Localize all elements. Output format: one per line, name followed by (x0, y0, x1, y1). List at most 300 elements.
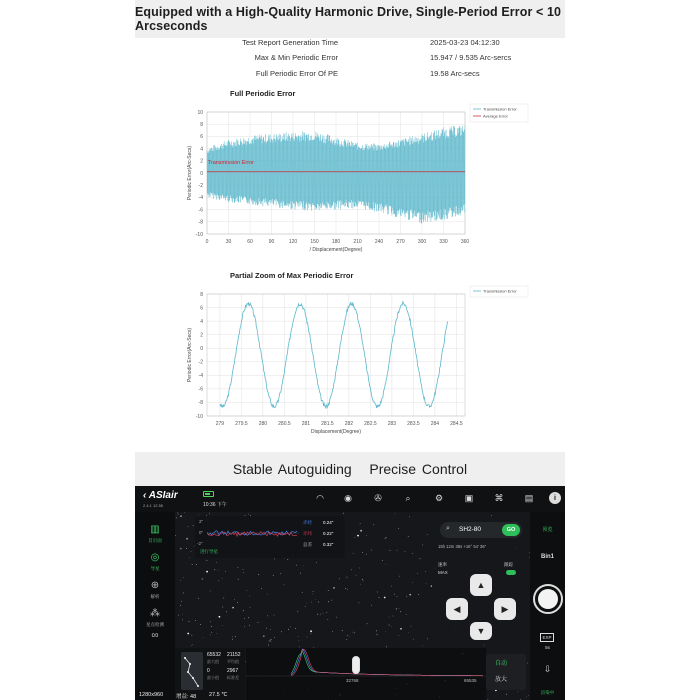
x-tick-label: 330 (439, 239, 448, 245)
star (518, 691, 519, 692)
star (339, 579, 340, 580)
legend-entry: Transmission Error (483, 106, 517, 112)
x-axis-label: / Displacement(Degree) (309, 247, 363, 253)
star (298, 636, 299, 637)
marker-value: 32768 (346, 678, 359, 683)
star (506, 694, 507, 695)
y-tick-label: 0 (200, 170, 203, 177)
y-tick-label: -6 (198, 386, 203, 393)
sidebar-item-home[interactable] (135, 524, 175, 544)
star (377, 635, 378, 636)
star (280, 573, 281, 574)
star (183, 592, 184, 593)
star (391, 586, 392, 587)
star (396, 609, 397, 610)
star (376, 631, 377, 632)
star (326, 612, 327, 613)
star (371, 550, 372, 551)
y-tick-label: -2 (198, 183, 203, 189)
star (305, 606, 306, 607)
star (399, 576, 400, 577)
partial-zoom-chart (180, 266, 530, 441)
star (284, 584, 285, 585)
star (363, 581, 364, 582)
star (394, 594, 395, 595)
star (263, 635, 265, 637)
star (192, 644, 193, 645)
star (238, 567, 239, 568)
star (274, 615, 275, 616)
report-value: 19.58 Arc-secs (430, 69, 480, 78)
star (238, 579, 239, 580)
star (526, 697, 527, 698)
sidebar-item-label: 导星 (150, 566, 160, 571)
globe-icon: ⊕ (150, 580, 160, 591)
brand-logo: ASIair (148, 490, 178, 501)
section-title: Stable Autoguiding Precise Control (232, 461, 468, 477)
star (328, 590, 329, 591)
x-tick-label: 60 (247, 239, 253, 245)
star (281, 631, 282, 632)
star (243, 569, 244, 570)
star (310, 630, 311, 631)
x-tick-label: 284.5 (450, 421, 463, 427)
x-tick-label: 279 (215, 421, 225, 427)
histogram-curve (291, 649, 483, 676)
telescope-icon[interactable]: ⌕ (405, 492, 411, 503)
star (345, 588, 346, 589)
min-label: 最小值 (207, 675, 219, 680)
x-tick-label: 283 (387, 421, 397, 427)
star (210, 634, 211, 635)
star (297, 611, 298, 612)
histogram-curve (291, 651, 483, 676)
guide-graph (207, 518, 299, 548)
star (180, 515, 182, 517)
star (385, 564, 386, 565)
star (427, 639, 428, 640)
star (316, 562, 317, 563)
max-label: 最大值 (207, 659, 219, 664)
guide-y-label: 0" (199, 530, 204, 535)
x-tick-label: 281.5 (321, 421, 334, 427)
star (295, 628, 296, 629)
star (222, 578, 223, 579)
star (399, 608, 400, 609)
star (389, 625, 390, 626)
star (189, 557, 190, 558)
star (232, 607, 234, 609)
chart-icon: ▥ (150, 524, 160, 535)
max-value: 65532 (207, 652, 221, 658)
star (343, 513, 344, 514)
star (313, 591, 314, 592)
ra-value: 0.24" (323, 520, 334, 525)
star (328, 601, 329, 602)
speed-value[interactable]: MAX (438, 570, 448, 575)
star (226, 611, 227, 612)
guide-graph-panel (195, 516, 345, 558)
compass-icon: ◎ (150, 552, 160, 563)
star (232, 636, 233, 637)
target-name: SH2-80 (459, 526, 482, 533)
star (390, 550, 391, 551)
up-arrow-button[interactable]: ▲ (470, 574, 492, 596)
star (196, 564, 197, 565)
y-tick-label: 4 (200, 318, 203, 325)
star (290, 626, 291, 627)
tracking-label: 跟踪 (504, 562, 513, 567)
target-search[interactable] (440, 522, 522, 538)
sidebar (135, 512, 175, 700)
direction-pad (444, 572, 518, 646)
y-tick-label: 4 (200, 146, 203, 153)
star (396, 608, 397, 609)
guide-y-label: 2" (199, 519, 204, 524)
star (189, 621, 190, 622)
star (270, 640, 271, 641)
star (187, 633, 189, 635)
ra-label: 赤经 (303, 520, 312, 525)
star (379, 597, 380, 598)
star (191, 551, 192, 552)
filter-wheel-icon[interactable]: ✇ (374, 492, 382, 503)
star (181, 601, 182, 602)
star (210, 591, 211, 592)
star (243, 572, 244, 573)
star (248, 617, 249, 618)
star (186, 548, 187, 549)
star (412, 553, 413, 554)
star (243, 610, 244, 611)
x-tick-label: 90 (268, 239, 275, 245)
star (360, 523, 361, 524)
star (248, 514, 249, 515)
star (258, 622, 259, 623)
x-tick-label: 283.5 (407, 421, 420, 427)
left-arrow-button[interactable]: ◀ (446, 598, 468, 620)
star (354, 633, 355, 634)
constellation-thumbnail (181, 652, 203, 690)
legend-entry: Transmission Error (483, 288, 517, 294)
sidebar-item-solve[interactable] (135, 580, 175, 600)
total-label: 总差 (303, 542, 312, 547)
star (176, 518, 177, 519)
star (406, 614, 407, 615)
star (306, 603, 307, 604)
star (186, 538, 188, 540)
y-tick-label: -8 (198, 400, 203, 407)
zoom-button[interactable]: 放大 (495, 677, 508, 683)
star (188, 526, 189, 527)
star (269, 641, 270, 642)
down-arrow-button[interactable]: ▼ (470, 622, 492, 640)
star (298, 640, 299, 641)
star (191, 645, 192, 646)
chart-annotation: Transmission Error (207, 159, 254, 166)
star (349, 636, 350, 637)
y-tick-label: 6 (200, 134, 203, 141)
star (331, 600, 332, 601)
report-label: Test Report Generation Time (242, 38, 338, 47)
star (209, 513, 210, 514)
star (411, 626, 412, 627)
histogram-curve (291, 649, 483, 676)
y-tick-label: 6 (200, 305, 203, 312)
star (266, 628, 267, 629)
y-tick-label: 8 (200, 122, 203, 128)
star (267, 594, 268, 595)
star (192, 635, 193, 636)
star (271, 639, 272, 640)
sidebar-item-guide[interactable] (135, 552, 175, 572)
star (237, 602, 238, 603)
star (268, 645, 269, 646)
star (384, 597, 386, 599)
capture-bar (530, 512, 565, 700)
sidebar-item-star-detect[interactable] (135, 608, 175, 628)
star (258, 574, 259, 575)
star (178, 615, 179, 616)
star (247, 590, 248, 591)
star (356, 575, 357, 576)
star (427, 534, 428, 535)
temperature-text: 27.5 ℃ (209, 692, 228, 698)
page-title: Equipped with a High-Quality Harmonic Drive, Single-Period Error < 10 Arcseconds (135, 5, 562, 33)
star (393, 616, 394, 617)
star (198, 598, 199, 599)
star (354, 537, 355, 538)
star (336, 617, 337, 618)
y-tick-label: -4 (198, 195, 203, 202)
auto-button[interactable]: 自动 (495, 661, 508, 667)
speed-label: 速率 (438, 562, 447, 567)
star (395, 514, 396, 515)
star (195, 620, 196, 621)
star (342, 630, 343, 631)
search-icon: ⌕ (446, 525, 450, 532)
y-tick-label: 2 (200, 332, 203, 339)
star (223, 598, 224, 599)
star (323, 613, 324, 614)
star (353, 632, 354, 633)
star (178, 513, 179, 514)
info-icon[interactable]: i (549, 492, 561, 504)
star (357, 535, 359, 537)
back-button[interactable]: ‹ ASIair (143, 490, 178, 501)
star (385, 631, 386, 632)
x-tick-label: 210 (353, 239, 362, 245)
star (347, 577, 348, 578)
star (244, 626, 245, 627)
chart-title: Partial Zoom of Max Periodic Error (230, 271, 354, 280)
x-tick-label: 282 (344, 421, 354, 427)
x-tick-label: 270 (396, 239, 405, 245)
dec-label: 赤纬 (303, 531, 312, 536)
avg-value: 21152 (227, 652, 241, 658)
std-label: 标准差 (227, 675, 239, 680)
star (327, 619, 328, 620)
star (218, 580, 219, 581)
star (225, 571, 226, 572)
report-row (190, 38, 520, 50)
preview-label[interactable]: 预览 (542, 527, 553, 533)
star (400, 611, 401, 612)
star (408, 632, 409, 633)
y-tick-label: 0 (200, 346, 203, 353)
star (397, 550, 398, 551)
star (192, 564, 193, 565)
star (261, 588, 262, 589)
star (360, 584, 361, 585)
focuser-icon[interactable]: ⚙ (434, 492, 444, 503)
histogram-panel (246, 648, 486, 700)
asiair-app (135, 486, 565, 700)
star (425, 571, 426, 572)
section-banner (135, 452, 565, 486)
sidebar-item-label: 星点检测 (146, 622, 164, 627)
x-tick-label: 180 (331, 239, 341, 245)
star (302, 592, 303, 593)
status-label: 渲染中 (540, 690, 555, 695)
camera-icon[interactable]: ◉ (344, 492, 352, 503)
x-tick-label: 0 (205, 239, 209, 245)
star (180, 605, 181, 606)
star (296, 565, 297, 566)
x-tick-label: 360 (460, 239, 470, 245)
star (332, 631, 333, 632)
guide-status: 进行导星 (200, 549, 218, 554)
star (193, 525, 194, 526)
star (405, 551, 406, 552)
resolution-text: 1280x960 (139, 692, 164, 698)
star (317, 614, 318, 615)
star (400, 628, 402, 630)
star (366, 535, 367, 536)
star (311, 633, 312, 634)
star (413, 639, 414, 640)
download-icon[interactable]: ⇩ (543, 664, 552, 674)
x-tick-label: 280.5 (278, 421, 291, 427)
star (391, 626, 392, 627)
star (353, 553, 354, 554)
star (234, 599, 235, 600)
star (362, 552, 363, 553)
star (347, 589, 348, 590)
legend-entry: Average Error (483, 113, 508, 119)
guide-camera-icon[interactable]: ▣ (464, 492, 474, 503)
star (426, 583, 427, 584)
star (182, 614, 183, 615)
top-toolbar (135, 486, 565, 512)
star (249, 596, 250, 597)
star (422, 645, 423, 646)
star (320, 614, 321, 615)
star (412, 582, 413, 583)
star (398, 635, 399, 636)
star (202, 578, 204, 580)
report-label: Full Periodic Error Of PE (255, 69, 338, 78)
star (362, 579, 363, 580)
x-tick-label: 281 (301, 421, 311, 427)
top-banner (135, 0, 565, 38)
total-value: 0.32" (323, 542, 334, 547)
auto-stretch-group (486, 654, 526, 690)
x-tick-label: 282.5 (364, 421, 377, 427)
star (359, 568, 360, 569)
star (389, 617, 390, 618)
x-tick-label: 150 (310, 239, 319, 245)
star (217, 633, 218, 634)
y-tick-label: -10 (195, 231, 203, 238)
star (244, 618, 245, 619)
goto-panel (432, 516, 528, 646)
x-tick-label: 30 (225, 239, 232, 245)
star (175, 535, 176, 536)
y-tick-label: -2 (198, 359, 203, 366)
star (418, 594, 419, 595)
y-tick-label: -8 (198, 219, 203, 226)
wifi-icon[interactable]: ◠ (316, 492, 324, 503)
star (219, 616, 221, 618)
star (270, 629, 271, 630)
y-axis-label: Periodic Error(Arc-Secs) (187, 145, 193, 201)
sidebar-item-label: 首页面 (148, 538, 162, 543)
guide-y-label: -2" (197, 541, 203, 546)
sidebar-item-label: 解析 (150, 594, 160, 599)
star (274, 637, 275, 638)
x-tick-label: 300 (417, 239, 427, 245)
full-periodic-error-chart (180, 84, 530, 259)
star (371, 605, 372, 606)
star (210, 621, 211, 622)
star (409, 517, 410, 518)
gain-text: 增益: 48 (176, 694, 197, 700)
settings-icon[interactable]: ▤ (524, 492, 534, 503)
star (178, 514, 179, 515)
version-text: 2.4.1 12.55 (143, 503, 164, 508)
link-icon: ∞ (151, 630, 159, 641)
star (346, 639, 347, 640)
exp-label[interactable]: EXP (540, 633, 554, 642)
star (385, 538, 386, 539)
y-axis-label: Periodic Error(Arc-Secs) (187, 327, 193, 383)
star (333, 587, 335, 589)
shutter-button[interactable] (533, 584, 563, 614)
star (249, 625, 250, 626)
bin-label[interactable]: Bin1 (540, 554, 554, 560)
star (366, 554, 367, 555)
report-label: Max & Min Periodic Error (254, 53, 338, 62)
right-arrow-button[interactable]: ▶ (494, 598, 516, 620)
star (267, 616, 268, 617)
star (311, 602, 312, 603)
mount-icon[interactable]: ⌘ (494, 492, 504, 503)
plot-frame (207, 294, 465, 416)
star (300, 573, 301, 574)
star (232, 639, 233, 640)
report-row (190, 53, 520, 65)
y-tick-label: -6 (198, 207, 203, 214)
star (377, 592, 378, 593)
star (347, 635, 348, 636)
stars-icon: ⁂ (150, 608, 160, 619)
star (216, 562, 217, 563)
histogram-midpoint-handle[interactable] (352, 656, 360, 674)
sidebar-item-more[interactable] (135, 630, 175, 644)
go-button[interactable]: GO (502, 524, 520, 536)
report-value: 15.947 / 9.535 Arc-sercs (430, 53, 512, 62)
